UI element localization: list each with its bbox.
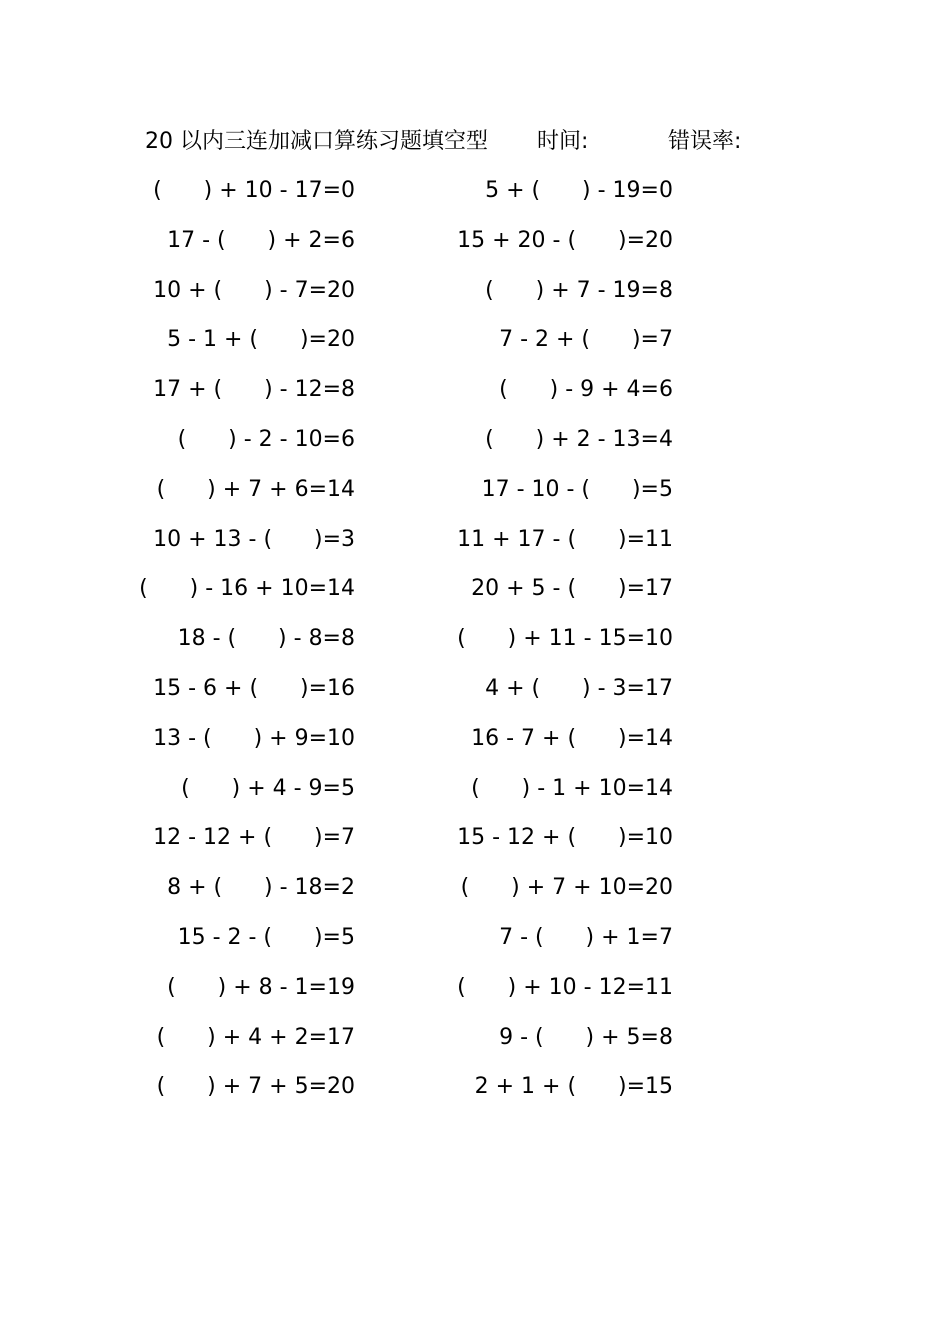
problem-row (0, 371, 950, 421)
problem-left: ( ) + 7 + 5=20 (156, 1074, 355, 1100)
problem-row (0, 321, 950, 371)
problem-right: 20 + 5 - ( )=17 (471, 576, 673, 602)
problem-row (0, 570, 950, 620)
problem-row (0, 172, 950, 222)
problem-left: 17 - ( ) + 2=6 (167, 227, 355, 253)
problem-left: 12 - 12 + ( )=7 (153, 825, 355, 851)
problem-row (0, 770, 950, 820)
problem-right: 7 - ( ) + 1=7 (499, 924, 673, 950)
problem-row (0, 1019, 950, 1069)
problem-right: 16 - 7 + ( )=14 (471, 725, 673, 751)
problem-left: 8 + ( ) - 18=2 (167, 875, 355, 901)
problem-right: 15 + 20 - ( )=20 (457, 227, 673, 253)
problem-left: ( ) - 16 + 10=14 (139, 576, 355, 602)
problem-right: 5 + ( ) - 19=0 (485, 178, 673, 203)
problem-left: ( ) + 8 - 1=19 (167, 974, 355, 1000)
problem-right: ( ) + 7 - 19=8 (485, 277, 673, 303)
problem-right: ( ) + 11 - 15=10 (457, 626, 673, 652)
problem-left: 10 + 13 - ( )=3 (153, 526, 355, 552)
problem-left: ( ) + 7 + 6=14 (156, 476, 355, 502)
problem-row (0, 272, 950, 322)
problem-right: 11 + 17 - ( )=11 (457, 526, 673, 552)
problem-left: 18 - ( ) - 8=8 (177, 626, 355, 652)
problem-row (0, 620, 950, 670)
problem-left: ( ) + 10 - 17=0 (153, 178, 355, 203)
problem-right: 2 + 1 + ( )=15 (474, 1074, 673, 1100)
problem-right: ( ) + 7 + 10=20 (460, 875, 673, 901)
problem-right: 4 + ( ) - 3=17 (485, 675, 673, 701)
time-label: 时间: (537, 129, 589, 154)
problem-left: 17 + ( ) - 12=8 (153, 377, 355, 403)
problem-right: 7 - 2 + ( )=7 (499, 327, 673, 353)
problem-right: 15 - 12 + ( )=10 (457, 825, 673, 851)
problem-left: 13 - ( ) + 9=10 (153, 725, 355, 751)
problem-row (0, 720, 950, 770)
worksheet-title: 20 以内三连加减口算练习题填空型 (145, 129, 488, 154)
problem-right: 9 - ( ) + 5=8 (499, 1024, 673, 1050)
error-rate-label: 错误率: (668, 129, 742, 154)
problem-row (0, 670, 950, 720)
problem-left: 5 - 1 + ( )=20 (167, 327, 355, 353)
problem-left: ( ) - 2 - 10=6 (177, 426, 355, 452)
problem-right: ( ) + 2 - 13=4 (485, 426, 673, 452)
problem-right: ( ) + 10 - 12=11 (457, 974, 673, 1000)
problem-left: ( ) + 4 + 2=17 (156, 1024, 355, 1050)
problem-row (0, 969, 950, 1019)
problem-left: ( ) + 4 - 9=5 (181, 775, 355, 801)
problem-list (0, 172, 950, 1118)
problem-left: 10 + ( ) - 7=20 (153, 277, 355, 303)
problem-row (0, 471, 950, 521)
problem-left: 15 - 2 - ( )=5 (177, 924, 355, 950)
problem-row (0, 222, 950, 272)
problem-row (0, 521, 950, 571)
problem-row (0, 919, 950, 969)
problem-right: ( ) - 9 + 4=6 (499, 377, 673, 403)
problem-right: 17 - 10 - ( )=5 (481, 476, 673, 502)
problem-row (0, 819, 950, 869)
worksheet-header (145, 124, 785, 160)
problem-left: 15 - 6 + ( )=16 (153, 675, 355, 701)
problem-row (0, 869, 950, 919)
problem-row (0, 1068, 950, 1118)
problem-right: ( ) - 1 + 10=14 (471, 775, 673, 801)
problem-row (0, 421, 950, 471)
